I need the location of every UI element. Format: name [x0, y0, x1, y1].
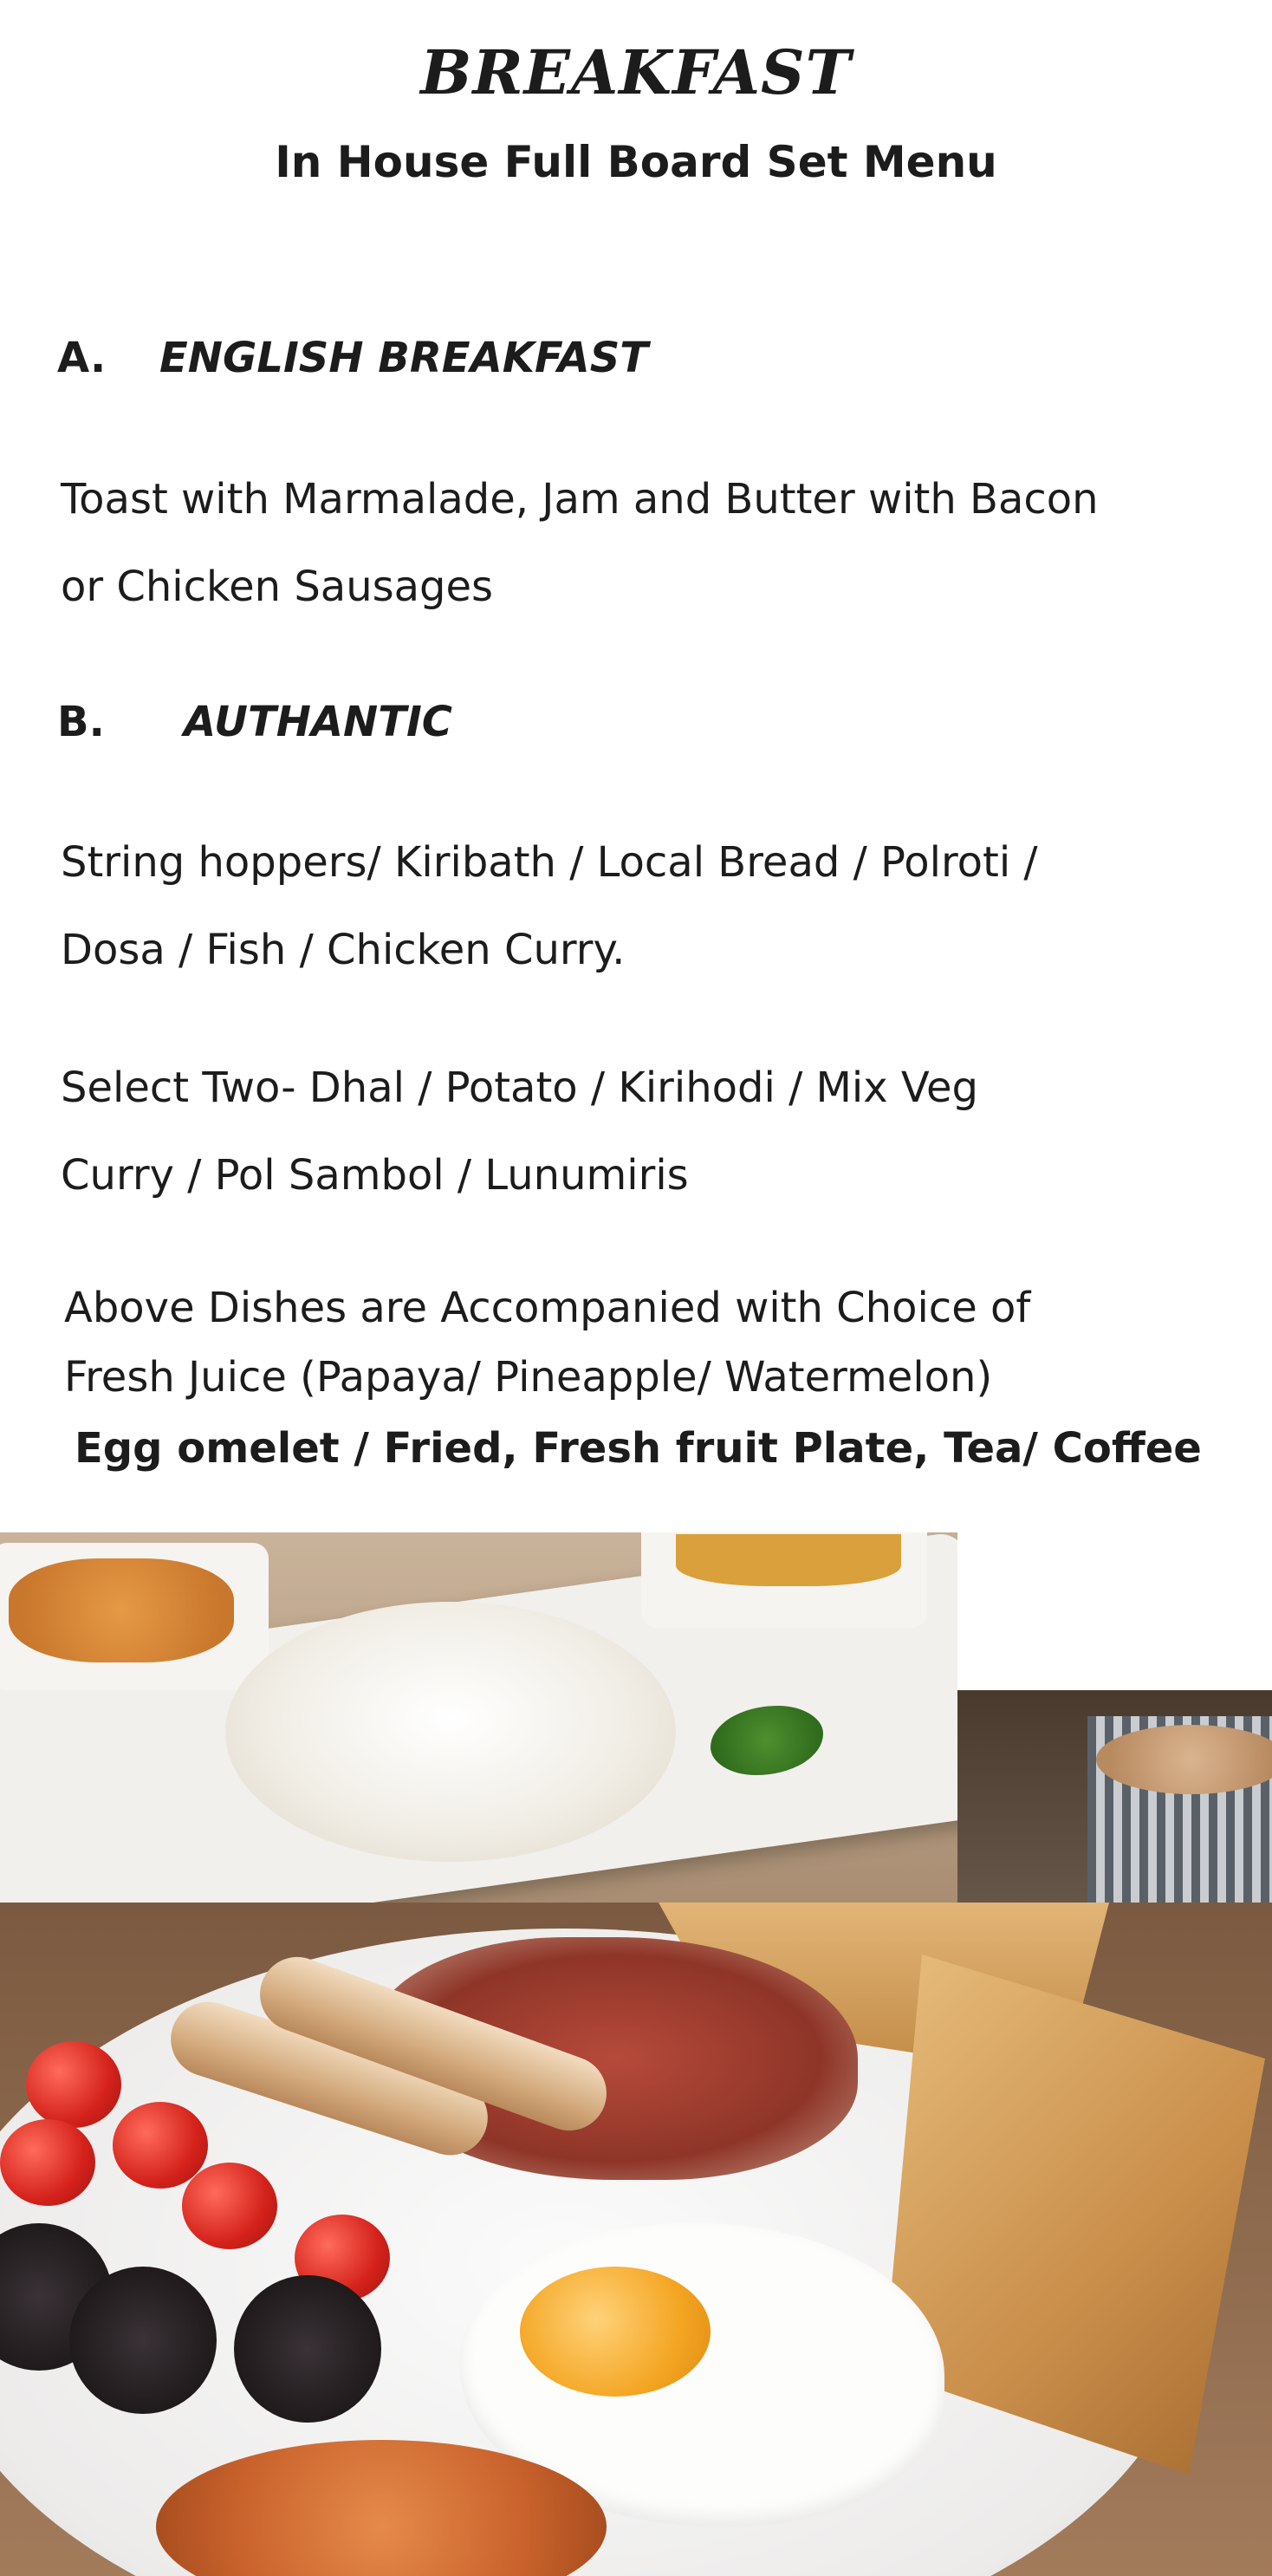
- string-hoppers: [225, 1602, 676, 1862]
- section-a-name: ENGLISH BREAKFAST: [159, 334, 648, 382]
- section-b-note-line-3: Egg omelet / Fried, Fresh fruit Plate, Tea/ Coffee: [75, 1424, 1202, 1473]
- section-b-accompaniments: [64, 1273, 1260, 1412]
- section-b-select: [61, 1044, 1256, 1220]
- cherry-tomato: [26, 2041, 121, 2128]
- section-a-heading: [57, 334, 648, 382]
- menu-title: BREAKFAST: [420, 36, 852, 108]
- section-a-line-2: or Chicken Sausages: [61, 563, 494, 611]
- section-b-mains: [61, 819, 1256, 994]
- side-curry: [676, 1534, 901, 1586]
- cherry-tomato: [113, 2102, 208, 2189]
- menu-subtitle: In House Full Board Set Menu: [275, 137, 997, 187]
- section-b-mains-line-2: Dosa / Fish / Chicken Curry.: [61, 926, 626, 974]
- section-b-mains-line-1: String hoppers/ Kiribath / Local Bread / Polroti /: [61, 838, 1038, 887]
- section-b-note-line-2: Fresh Juice (Papaya/ Pineapple/ Watermelon): [64, 1353, 993, 1402]
- section-b-note-line-1: Above Dishes are Accompanied with Choice of: [64, 1284, 1031, 1332]
- egg-yolk: [520, 2267, 711, 2397]
- black-pudding: [69, 2267, 217, 2414]
- black-pudding: [234, 2275, 381, 2423]
- cherry-tomato: [0, 2119, 95, 2206]
- section-b-letter: B.: [57, 698, 105, 746]
- english-breakfast-photo: [0, 1903, 1272, 2576]
- section-b-select-line-2: Curry / Pol Sambol / Lunumiris: [61, 1151, 689, 1200]
- cherry-tomato: [182, 2163, 277, 2249]
- section-b-select-line-1: Select Two- Dhal / Potato / Kirihodi / Mix Veg: [61, 1064, 979, 1112]
- section-a-description: [61, 456, 1256, 631]
- section-a-letter: A.: [57, 334, 107, 382]
- section-b-heading: [57, 698, 452, 746]
- section-b-name: AUTHANTIC: [184, 698, 453, 746]
- dhal-curry: [9, 1558, 234, 1662]
- string-hoppers-photo: [0, 1532, 957, 1907]
- section-a-line-1: Toast with Marmalade, Jam and Butter with Bacon: [61, 475, 1099, 524]
